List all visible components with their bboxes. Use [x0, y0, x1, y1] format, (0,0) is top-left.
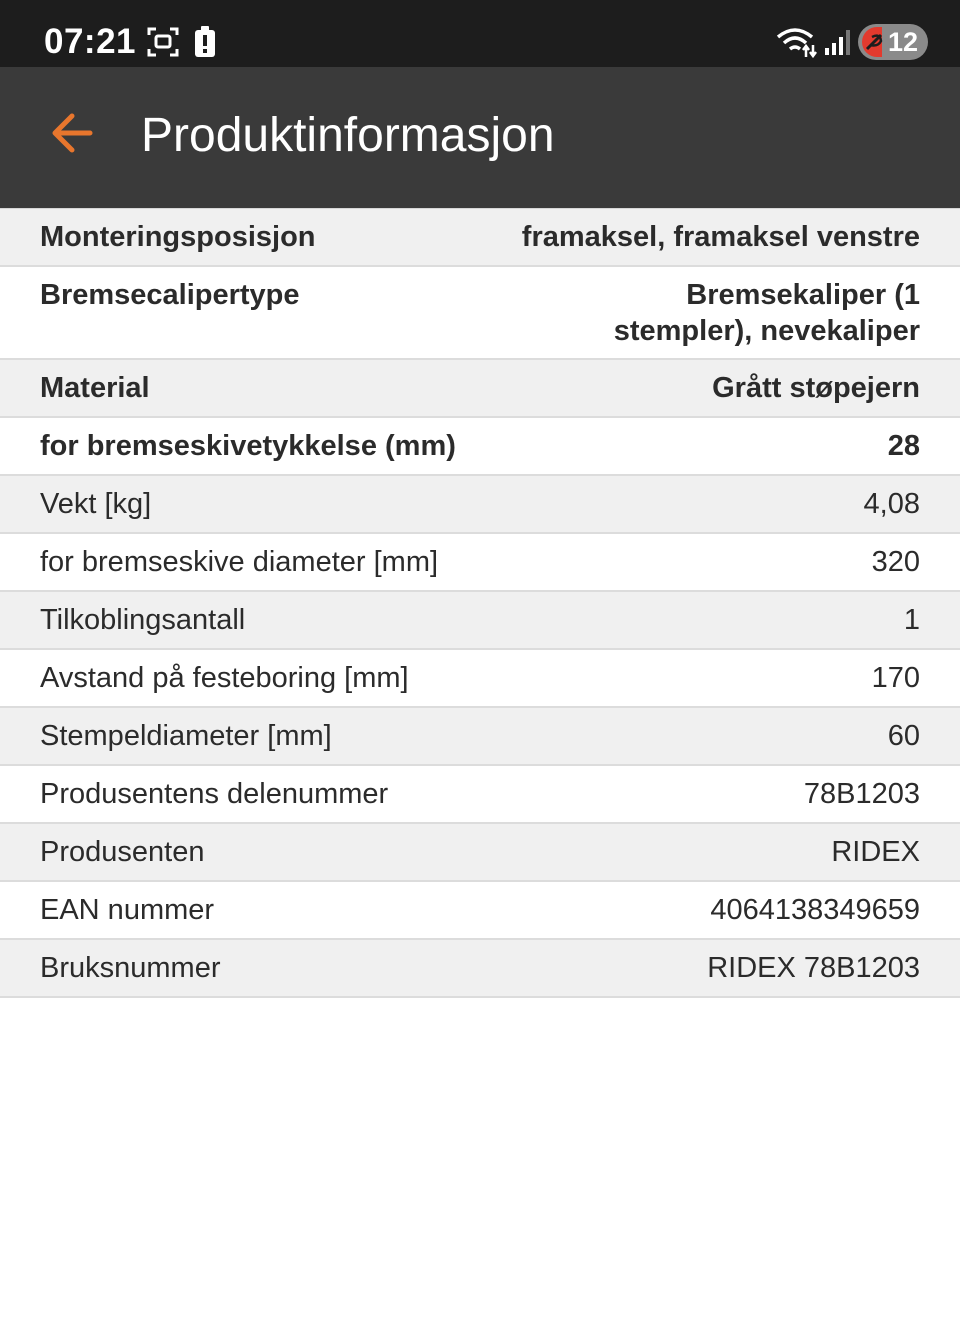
spec-row [0, 360, 960, 418]
spec-label: EAN nummer [40, 894, 215, 926]
spec-row [0, 882, 960, 940]
spec-label: Produsenten [40, 836, 205, 868]
alert-icon [194, 26, 216, 63]
spec-value: 78B1203 [803, 778, 920, 810]
spec-value: 4064138349659 [710, 894, 920, 926]
spec-row [0, 209, 960, 267]
spec-label: for bremseskive diameter [mm] [40, 546, 439, 578]
spec-label: Bremsecalipertype [40, 279, 300, 311]
spec-value: Grått støpejern [712, 372, 920, 404]
spec-value: Bremsekaliper (1 stempler), nevekaliper [613, 279, 920, 347]
spec-value: 1 [903, 604, 920, 636]
spec-label: Stempeldiameter [mm] [40, 720, 332, 752]
spec-label: Material [40, 372, 150, 404]
spec-row [0, 824, 960, 882]
spec-label: Avstand på festeboring [mm] [40, 662, 409, 694]
spec-row [0, 940, 960, 998]
spec-row [0, 267, 960, 360]
spec-label: for bremseskivetykkelse (mm) [40, 430, 456, 462]
battery-level: 12 [887, 26, 918, 57]
spec-row [0, 592, 960, 650]
spec-label: Monteringsposisjon [40, 221, 316, 253]
spec-table [0, 208, 960, 998]
back-button[interactable] [40, 103, 104, 167]
spec-label: Vekt [kg] [40, 488, 152, 520]
spec-label: Bruksnummer [40, 952, 221, 984]
wifi-icon [776, 27, 818, 64]
spec-value: 4,08 [863, 488, 920, 520]
page-title: Produktinformasjon [141, 109, 555, 162]
spec-value: framaksel, framaksel venstre [521, 221, 920, 253]
spec-label: Tilkoblingsantall [40, 604, 246, 636]
spec-value: RIDEX [831, 836, 920, 868]
spec-value: RIDEX 78B1203 [707, 952, 920, 984]
spec-row [0, 650, 960, 708]
spec-value: 60 [887, 720, 920, 752]
spec-label: Produsentens delenummer [40, 778, 389, 810]
spec-row [0, 418, 960, 476]
spec-row [0, 534, 960, 592]
spec-value: 320 [871, 546, 920, 578]
app-bar [0, 67, 960, 208]
back-arrow-icon [48, 109, 96, 162]
screenshot-icon [146, 25, 180, 64]
spec-row [0, 708, 960, 766]
battery-saver-icon [864, 31, 884, 58]
spec-row [0, 766, 960, 824]
spec-row [0, 476, 960, 534]
status-time: 07:21 [44, 22, 137, 61]
spec-value: 170 [871, 662, 920, 694]
status-bar [0, 0, 960, 67]
spec-value: 28 [887, 430, 920, 462]
signal-icon [824, 28, 852, 61]
